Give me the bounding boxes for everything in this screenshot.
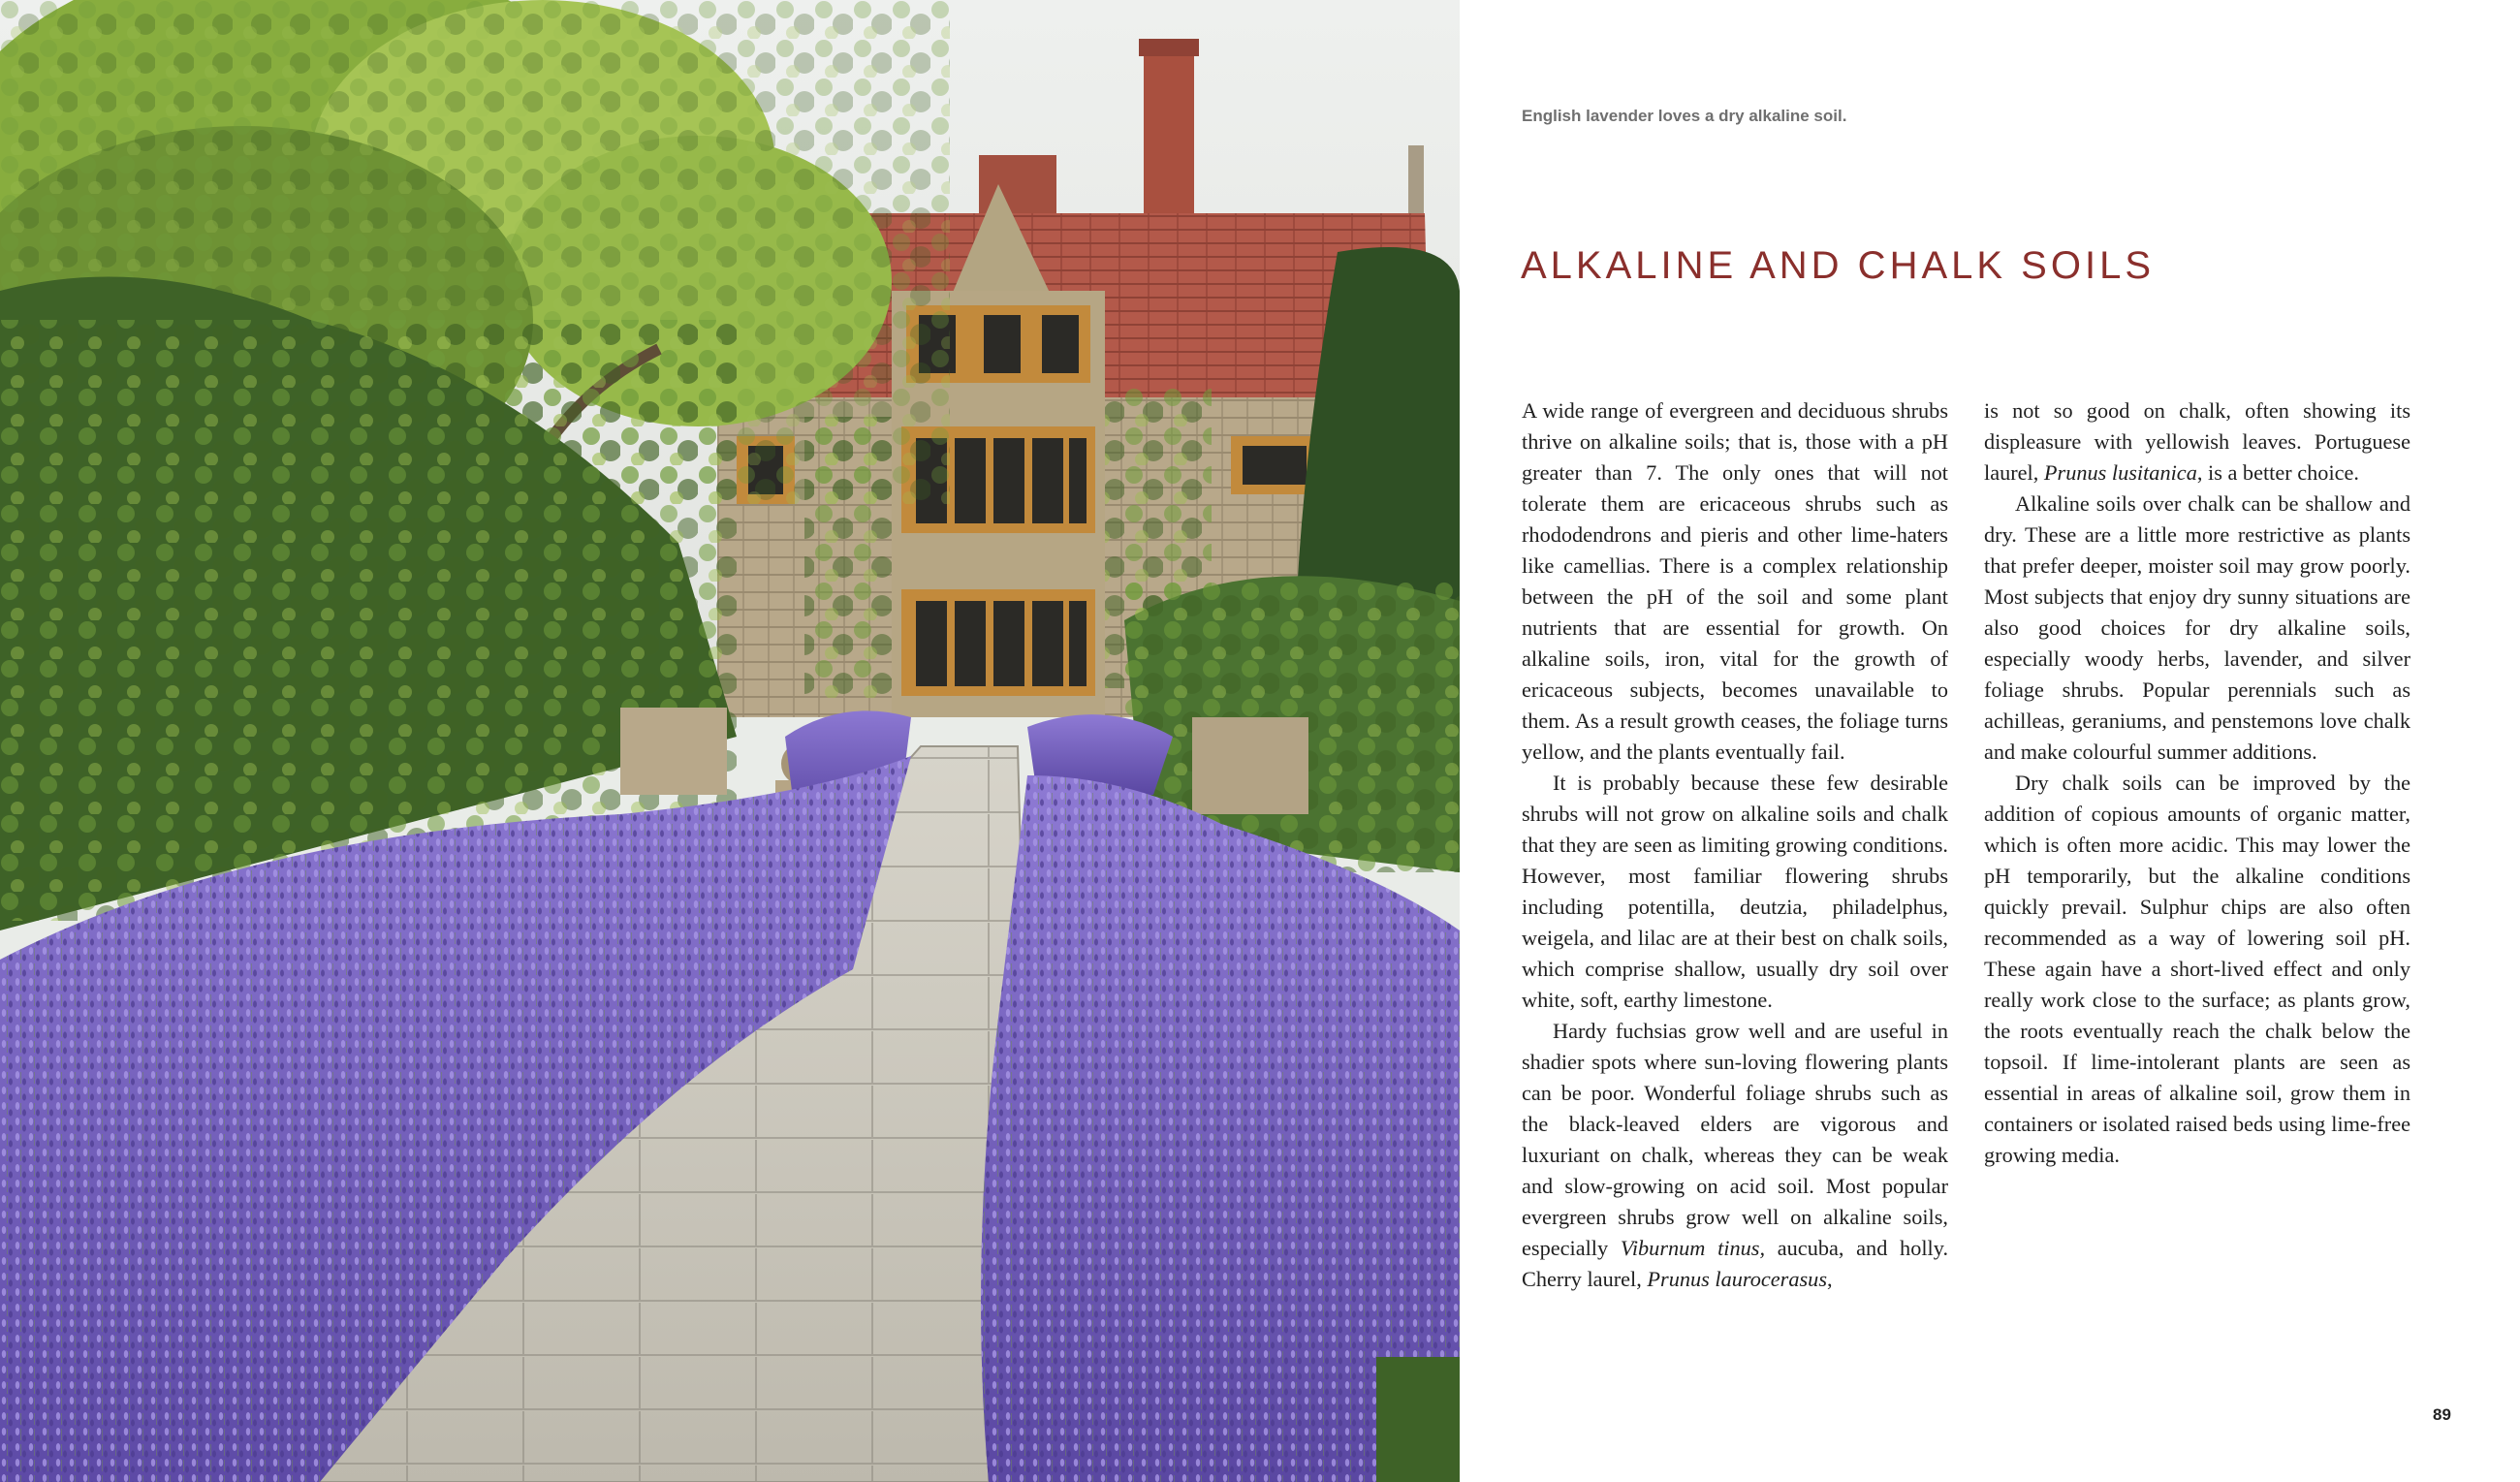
page-number: 89 bbox=[2433, 1405, 2451, 1424]
text-column-left bbox=[1522, 395, 1948, 1295]
paragraph-text: Hardy fuchsias grow well and are useful in shadier spots where sun-loving flowering plants can be poor. Wonderful foliage shrubs such as the black-leaved elders are vigorous and luxuriant on chalk, whereas they can be weak and slow-growing on acid soil. Most popular evergreen shrubs grow well on alkaline soils, especially bbox=[1522, 1019, 1948, 1260]
paragraph: It is probably because these few desirable shrubs will not grow on alkaline soils and chalk that they are seen as limiting growing conditions. However, most familiar flowering shrubs including potentilla, deutzia, philadelphus, weigela, and lilac are at their best on chalk soils, which comprise shallow, usually dry soil over white, soft, earthy limestone. bbox=[1522, 771, 1948, 1012]
paragraph: Dry chalk soils can be improved by the addition of copious amounts of organic matter, which is often more acidic. This may lower the pH temporarily, but the alkaline conditions quickly prevail. Sulphur chips are also often recommended as a way of lowering soil pH. These again have a short-lived effect and only really work close to the surface; as plants grow, the roots eventually reach the chalk below the topsoil. If lime-intolerant plants are seen as essential in areas of alkaline soil, grow them in containers or isolated raised beds using lime-free growing media. bbox=[1984, 771, 2410, 1167]
photo-caption: English lavender loves a dry alkaline soil. bbox=[1522, 107, 1847, 125]
paragraph-text: , bbox=[1827, 1267, 1833, 1291]
paragraph-text: aucuba, and holly. Cherry laurel, bbox=[1522, 1236, 1949, 1291]
latin-name: Prunus lusitanica bbox=[2043, 460, 2197, 485]
paragraph bbox=[1984, 395, 2410, 489]
paragraph-text: , is a better choice. bbox=[2196, 460, 2360, 485]
paragraph bbox=[1522, 1016, 1948, 1295]
paragraph: A wide range of evergreen and deciduous shrubs thrive on alkaline soils; that is, those with a pH greater than 7. The only ones that will not tolerate them are ericaceous shrubs such as rhododendrons and pieris and other lime-haters like camellias. There is a complex relationship between the pH of the soil and some plant nutrients that are essential for growth. On alkaline soils, iron, vital for the growth of ericaceous subjects, becomes unavailable to them. As a result growth ceases, the foliage turns yellow, and the plants eventually fail. bbox=[1522, 398, 1948, 764]
latin-name: Prunus laurocerasus bbox=[1647, 1267, 1828, 1291]
section-title: ALKALINE AND CHALK SOILS bbox=[1521, 244, 2156, 287]
paragraph: Alkaline soils over chalk can be shallow and dry. These are a little more restrictive as plants that prefer deeper, moister soil may grow poorly. Most subjects that enjoy dry sunny situations are also good choices for dry alkaline soils, especially woody herbs, lavender, and silver foliage shrubs. Popular perennials such as achilleas, geraniums, and penstemons love chalk and make colourful summer additions. bbox=[1984, 491, 2410, 764]
latin-name: Viburnum tinus, bbox=[1620, 1236, 1766, 1260]
paragraph-text: is not so good on chalk, often showing its displeasure with yellowish leaves. Portuguese laurel, bbox=[1984, 398, 2410, 485]
lavender-right bbox=[981, 775, 1460, 1482]
text-column-right bbox=[1984, 395, 2410, 1171]
